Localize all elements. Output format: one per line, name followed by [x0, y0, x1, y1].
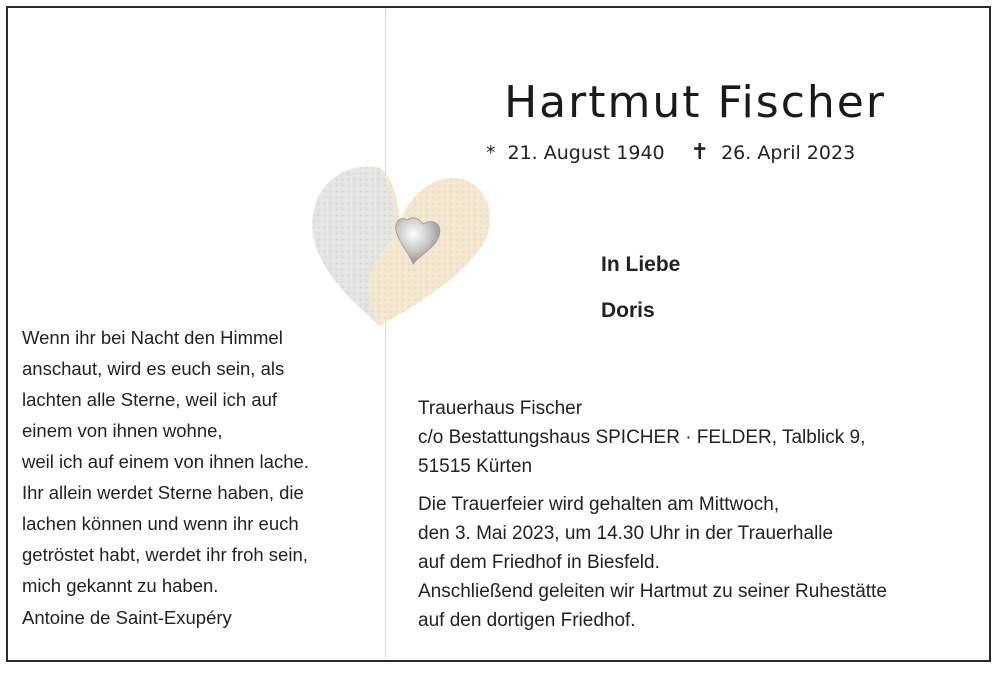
signer-name: Doris [601, 299, 655, 322]
death-date: 26. April 2023 [721, 142, 856, 164]
poem-author: Antoine de Saint-Exupéry [22, 607, 232, 628]
poem-line: weil ich auf einem von ihnen lache. [22, 451, 309, 472]
poem-line: mich gekannt zu haben. [22, 575, 219, 596]
address-line: c/o Bestattungshaus SPICHER · FELDER, Talblick 9, [418, 427, 866, 448]
cross-icon: ✝ [690, 140, 710, 165]
service-line: auf den dortigen Friedhof. [418, 610, 636, 631]
vertical-divider [385, 10, 386, 658]
poem-line: lachten alle Sterne, weil ich auf [22, 389, 278, 410]
life-dates [486, 140, 855, 165]
service-line: Die Trauerfeier wird gehalten am Mittwoch, [418, 494, 780, 515]
poem-line: lachen können und wenn ihr euch [22, 513, 299, 534]
poem-line: einem von ihnen wohne, [22, 420, 223, 441]
birth-date: 21. August 1940 [507, 142, 665, 164]
poem-line: Wenn ihr bei Nacht den Himmel [22, 327, 283, 348]
heart-decoration-icon [305, 160, 495, 330]
poem-line: Ihr allein werdet Sterne haben, die [22, 482, 304, 503]
signoff-line: In Liebe [601, 253, 681, 276]
service-line: auf dem Friedhof in Biesfeld. [418, 552, 660, 573]
service-line: den 3. Mai 2023, um 14.30 Uhr in der Trauerhalle [418, 523, 834, 544]
mourning-address [418, 394, 865, 481]
service-line: Anschließend geleiten wir Hartmut zu seiner Ruhestätte [418, 581, 887, 602]
poem-quote [22, 322, 382, 601]
poem-line: anschaut, wird es euch sein, als [22, 358, 285, 379]
poem-line: getröstet habt, werdet ihr froh sein, [22, 544, 308, 565]
birth-symbol: * [486, 142, 496, 164]
address-line: Trauerhaus Fischer [418, 398, 583, 419]
address-line: 51515 Kürten [418, 456, 533, 477]
funeral-service-info [418, 490, 887, 635]
deceased-name: Hartmut Fischer [504, 77, 886, 129]
